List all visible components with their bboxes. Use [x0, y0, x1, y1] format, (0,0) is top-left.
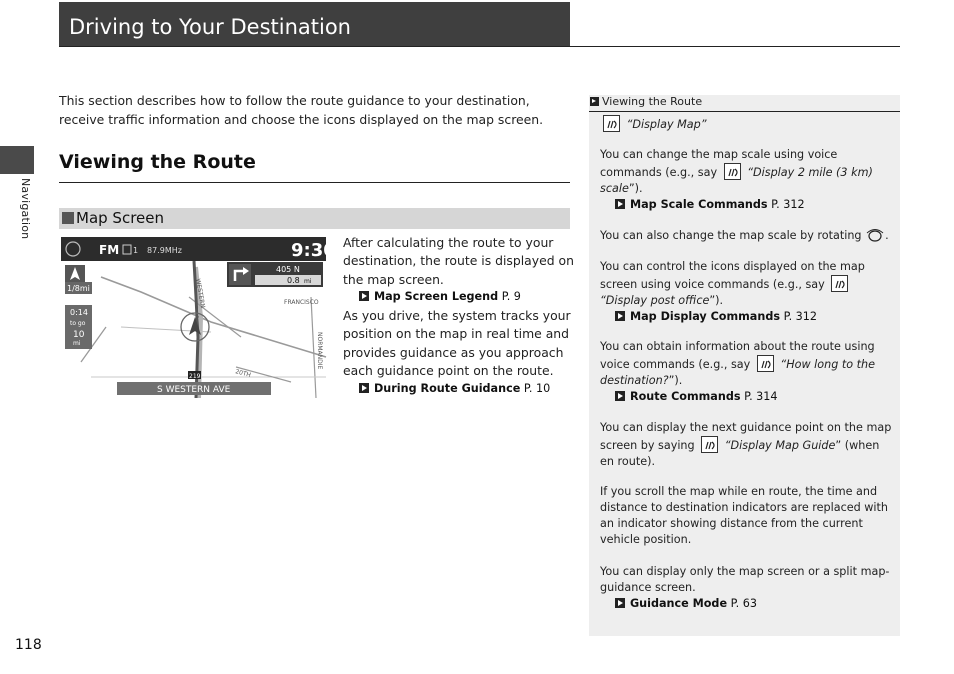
sidebar-text: You can obtain information about the route using voice commands (e.g., say	[600, 340, 875, 371]
sidebar-text: You can display only the map screen or a split map-guidance screen.	[600, 565, 890, 594]
title-rule	[59, 46, 900, 47]
sidebar-text: You can change the map scale using voice commands (e.g., say	[600, 148, 838, 179]
xref-page: P. 314	[744, 390, 778, 403]
radio-band: FM	[99, 243, 120, 257]
page-number: 118	[15, 637, 42, 653]
section-heading: Viewing the Route	[59, 151, 256, 173]
xref-arrow-icon	[359, 383, 369, 393]
sidebar-header-text: Viewing the Route	[602, 95, 703, 108]
next-street: 405 N	[276, 265, 300, 274]
distance-unit: mi	[73, 340, 81, 347]
section-rule	[59, 182, 570, 183]
xref-label: Map Scale Commands	[630, 198, 768, 211]
body-paragraph-2: As you drive, the system tracks your position on the map in real time and provides guidance as you approach each guidance point on the route.	[343, 308, 571, 379]
radio-frequency: 87.9MHz	[147, 246, 182, 255]
talk-voice-icon	[831, 275, 848, 292]
sidebar-paragraph-3	[600, 259, 892, 325]
sidebar-text: ”).	[668, 374, 683, 387]
map-screen-illustration	[61, 237, 336, 398]
street-label-western: WESTERN	[194, 278, 207, 309]
sidebar-cmd: “Display 2 mile (3 km) scale	[600, 166, 873, 195]
xref-label: Map Display Commands	[630, 310, 780, 323]
cmd-display-map: “Display Map”	[626, 118, 707, 131]
street-label-normandie: NORMANDIE	[316, 332, 323, 370]
talk-voice-icon	[757, 355, 774, 372]
xref-map-scale-commands[interactable]	[615, 197, 805, 213]
xref-guidance-mode[interactable]	[615, 596, 757, 612]
sidebar-text: ”).	[709, 294, 724, 307]
talk-voice-icon	[603, 115, 620, 132]
sidebar-paragraph-5	[600, 420, 892, 470]
sidebar-paragraph-2: You can also change the map scale by rotating .	[600, 229, 889, 242]
street-label-francisco: FRANCISCO	[284, 299, 319, 306]
xref-map-display-commands[interactable]	[615, 309, 817, 325]
sidebar-voice-display-map	[600, 115, 892, 133]
clock-display: 9:30	[291, 240, 336, 261]
talk-voice-icon	[701, 436, 718, 453]
radio-preset: 1	[133, 246, 139, 255]
subsection-heading: Map Screen	[76, 209, 164, 227]
xref-arrow-icon	[615, 391, 625, 401]
side-tab-marker	[0, 146, 34, 174]
sidebar-notes	[589, 95, 900, 636]
chapter-title: Driving to Your Destination	[69, 15, 351, 39]
xref-label: Map Screen Legend	[374, 290, 499, 303]
chapter-title-bar	[59, 2, 570, 46]
sidebar-paragraph-1	[600, 147, 892, 213]
xref-label: Route Commands	[630, 390, 741, 403]
intro-paragraph: This section describes how to follow the route guidance to your destination, receive traffic information and choose the icons displayed on the map screen.	[59, 93, 544, 127]
time-to-go: 0:14	[70, 308, 88, 317]
double-arrow-icon	[590, 97, 599, 106]
route-marker: 219	[189, 373, 201, 380]
xref-arrow-icon	[615, 311, 625, 321]
next-distance: 0.8	[287, 276, 300, 285]
sidebar-text: ” (when en route).	[600, 439, 880, 468]
next-distance-unit: mi	[304, 278, 312, 285]
sidebar-text: You can display the next guidance point on the map screen by saying	[600, 421, 892, 452]
talk-voice-icon	[724, 163, 741, 180]
xref-label: Guidance Mode	[630, 597, 728, 610]
xref-page: P. 312	[771, 198, 805, 211]
xref-map-screen-legend[interactable]	[359, 290, 521, 303]
sidebar-text: ”).	[628, 182, 643, 195]
subsection-bar	[59, 208, 570, 229]
sidebar-text: You can also change the map scale by rotating	[600, 229, 862, 242]
sidebar-header	[589, 95, 900, 111]
to-go-label: to go	[70, 320, 86, 327]
subsection-square-icon	[62, 212, 74, 224]
xref-route-commands[interactable]	[615, 389, 778, 405]
xref-arrow-icon	[615, 598, 625, 608]
interface-dial-icon	[865, 227, 885, 243]
sidebar-paragraph-6: If you scroll the map while en route, the time and distance to destination indicators are replaced with an indicator showing distance from the current vehicle position.	[600, 485, 888, 546]
distance-to-go: 10	[73, 330, 85, 340]
xref-page: P. 312	[783, 310, 818, 323]
street-label-20th: 20TH	[234, 368, 252, 380]
map-scale: 1/8mi	[67, 284, 90, 293]
sidebar-rule	[589, 111, 900, 112]
side-tab-label: Navigation	[19, 178, 32, 240]
current-street: S WESTERN AVE	[157, 385, 231, 395]
xref-during-route-guidance[interactable]	[359, 382, 550, 395]
sidebar-paragraph-7	[600, 564, 892, 612]
sidebar-paragraph-4	[600, 339, 892, 405]
sidebar-cmd: “Display Map Guide	[724, 439, 836, 452]
xref-arrow-icon	[615, 199, 625, 209]
xref-page: P. 10	[523, 382, 551, 395]
xref-page: P. 63	[730, 597, 757, 610]
xref-page: P. 9	[501, 290, 521, 303]
map-svg	[61, 237, 336, 398]
body-paragraph-1: After calculating the route to your destination, the route is displayed on the map screen.	[343, 235, 574, 287]
sidebar-cmd: “How long to the destination?	[600, 358, 876, 387]
sidebar-text: You can control the icons displayed on the map screen using voice commands (e.g., say	[600, 260, 865, 291]
xref-arrow-icon	[359, 291, 369, 301]
xref-label: During Route Guidance	[374, 382, 521, 395]
sidebar-cmd: “Display post office	[600, 294, 710, 307]
